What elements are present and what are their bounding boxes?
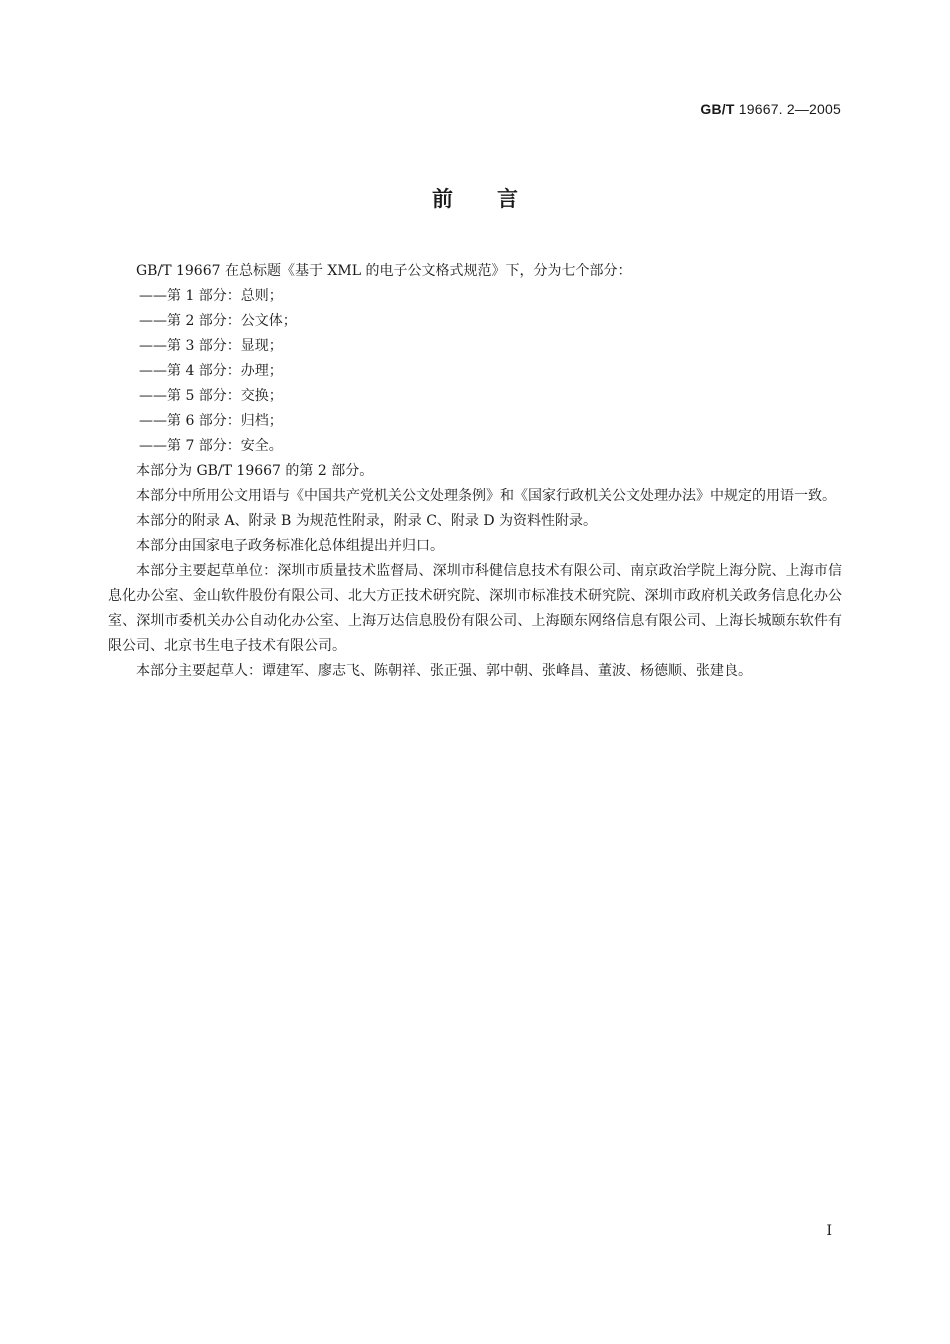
- standard-code: [700, 101, 841, 117]
- part-list-item: ——第 2 部分：公文体；: [139, 313, 297, 329]
- drafters-paragraph: 本部分主要起草人：谭建军、廖志飞、陈朝祥、张正强、郭中朝、张峰昌、董波、杨德顺、张建良。: [136, 663, 752, 679]
- this-part-paragraph: 本部分为 GB/T 19667 的第 2 部分。: [136, 463, 374, 479]
- proposer-paragraph: 本部分由国家电子政务标准化总体组提出并归口。: [136, 538, 444, 554]
- page-title: 前言: [432, 187, 562, 211]
- part-list-item: ——第 7 部分：安全。: [139, 438, 283, 454]
- part-list-item: ——第 4 部分：办理；: [139, 363, 283, 379]
- standard-code-number: 19667. 2—2005: [738, 101, 841, 117]
- page-number: I: [826, 1223, 832, 1239]
- part-list-item: ——第 6 部分：归档；: [139, 413, 283, 429]
- intro-paragraph: GB/T 19667 在总标题《基于 XML 的电子公文格式规范》下，分为七个部分：: [136, 263, 632, 279]
- terminology-paragraph: 本部分中所用公文用语与《中国共产党机关公文处理条例》和《国家行政机关公文处理办法》中规定的用语一致。: [136, 488, 836, 504]
- foreword-body: [108, 259, 842, 684]
- part-list-item: ——第 3 部分：显现；: [139, 338, 283, 354]
- annexes-paragraph: 本部分的附录 A、附录 B 为规范性附录，附录 C、附录 D 为资料性附录。: [136, 513, 598, 529]
- part-list-item: ——第 1 部分：总则；: [139, 288, 283, 304]
- standard-code-prefix: GB/T: [700, 101, 735, 117]
- drafting-units-paragraph: 本部分主要起草单位：深圳市质量技术监督局、深圳市科健信息技术有限公司、南京政治学院上海分院、上海市信息化办公室、金山软件股份有限公司、北大方正技术研究院、深圳市标准技术研究院、深圳市政府机关政务信息化办公室、深圳市委机关办公自动化办公室、上海万达信息股份有限公司、上海颐东网络信息有限公司、上海长城颐东软件有限公司、北京书生电子技术有限公司。: [108, 563, 842, 654]
- part-list-item: ——第 5 部分：交换；: [139, 388, 283, 404]
